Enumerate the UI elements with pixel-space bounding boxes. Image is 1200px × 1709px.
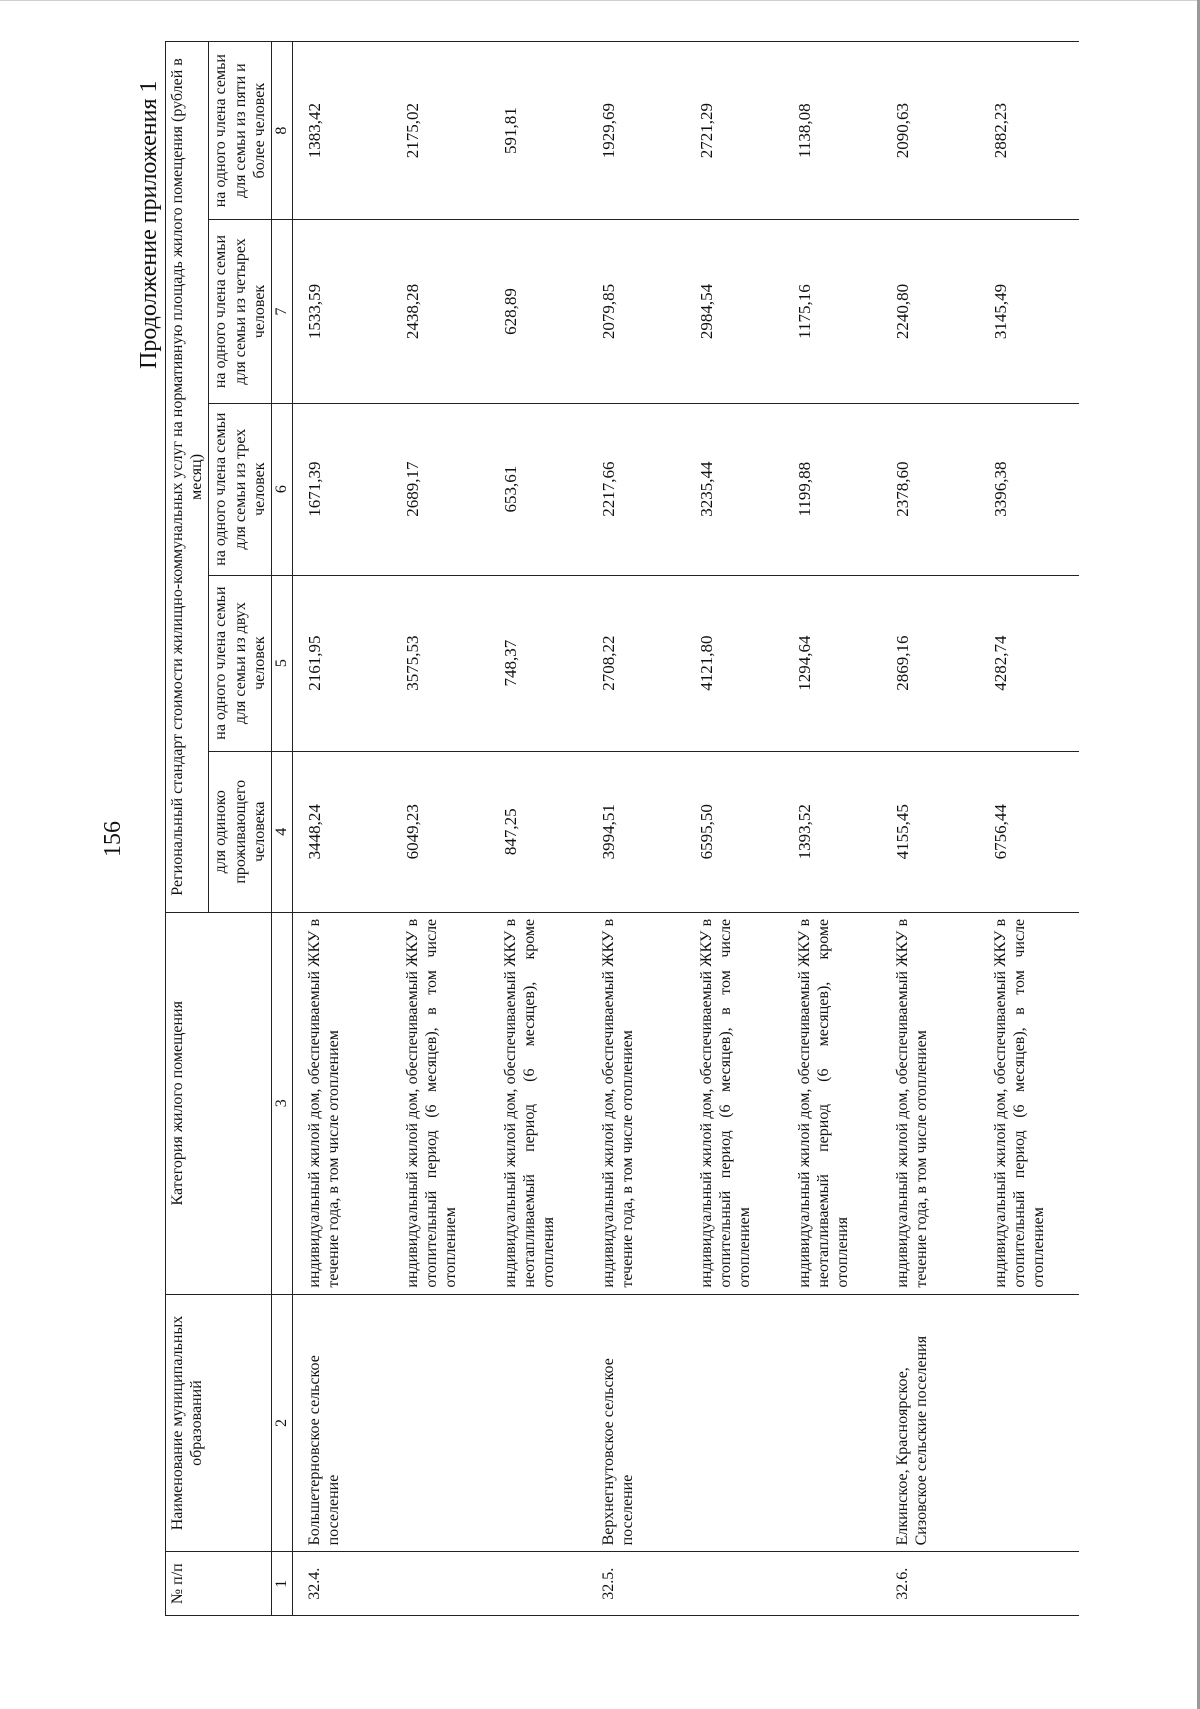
col-number: 3 — [271, 912, 292, 1294]
value-cell: 2175,02 — [393, 42, 491, 220]
value-cell: 2079,85 — [589, 220, 687, 403]
col-number: 2 — [271, 1294, 292, 1552]
value-cell: 3235,44 — [687, 403, 785, 575]
municipality-name: Верхнегнутовское сельское поселение — [589, 1294, 883, 1552]
category-cell: индивидуальный жилой дом, обеспечиваемый ЖКУ в отопительный период (6 месяцев), в том числе отоплением — [981, 912, 1079, 1294]
value-cell: 2161,95 — [292, 575, 393, 751]
value-cell: 3994,51 — [589, 751, 687, 912]
value-cell: 2217,66 — [589, 403, 687, 575]
value-cell: 2689,17 — [393, 403, 491, 575]
table-row — [292, 42, 393, 1616]
header-col6: на одного члена семьи для семьи из трех человек — [209, 403, 272, 575]
value-cell: 2438,28 — [393, 220, 491, 403]
value-cell: 4121,80 — [687, 575, 785, 751]
value-cell: 4282,74 — [981, 575, 1079, 751]
appendix-label: Продолжение приложения 1 — [136, 80, 162, 369]
category-cell: индивидуальный жилой дом, обеспечиваемый ЖКУ в неотапливаемый период (6 месяцев), кроме отопления — [785, 912, 883, 1294]
row-number: 32.4. — [292, 1552, 589, 1616]
value-cell: 4155,45 — [883, 751, 981, 912]
value-cell: 653,61 — [491, 403, 589, 575]
category-cell: индивидуальный жилой дом, обеспечиваемый ЖКУ в отопительный период (6 месяцев), в том числе отоплением — [687, 912, 785, 1294]
municipality-name: Елкинское, Краснoярское, Сизовское сельские поселения — [883, 1294, 1079, 1552]
category-cell: индивидуальный жилой дом, обеспечиваемый ЖКУ в течение года, в том числе отоплением — [292, 912, 393, 1294]
category-cell: индивидуальный жилой дом, обеспечиваемый ЖКУ в неотапливаемый период (6 месяцев), кроме отопления — [491, 912, 589, 1294]
col-number: 1 — [271, 1552, 292, 1616]
row-number: 32.6. — [883, 1552, 1079, 1616]
header-col5: на одного члена семьи для семьи из двух человек — [209, 575, 272, 751]
col-number: 8 — [271, 42, 292, 220]
table-row — [883, 42, 981, 1616]
value-cell: 2708,22 — [589, 575, 687, 751]
tariff-table — [165, 41, 1079, 1616]
header-num: № п/п — [166, 1552, 272, 1616]
value-cell: 2378,60 — [883, 403, 981, 575]
value-cell: 1138,08 — [785, 42, 883, 220]
value-cell: 1199,88 — [785, 403, 883, 575]
value-cell: 2721,29 — [687, 42, 785, 220]
category-cell: индивидуальный жилой дом, обеспечиваемый ЖКУ в течение года, в том числе отоплением — [589, 912, 687, 1294]
value-cell: 6756,44 — [981, 751, 1079, 912]
category-cell: индивидуальный жилой дом, обеспечиваемый ЖКУ в течение года, в том числе отоплением — [883, 912, 981, 1294]
header-group: Региональный стандарт стоимости жилищно-коммунальных услуг на нормативную площадь жилого помещения (рублей в месяц) — [166, 42, 209, 913]
value-cell: 3145,49 — [981, 220, 1079, 403]
col-number: 7 — [271, 220, 292, 403]
value-cell: 3396,38 — [981, 403, 1079, 575]
value-cell: 1929,69 — [589, 42, 687, 220]
value-cell: 2869,16 — [883, 575, 981, 751]
row-number: 32.5. — [589, 1552, 883, 1616]
table-row — [589, 42, 687, 1616]
col-number: 4 — [271, 751, 292, 912]
col-number: 6 — [271, 403, 292, 575]
value-cell: 628,89 — [491, 220, 589, 403]
value-cell: 1294,64 — [785, 575, 883, 751]
value-cell: 1383,42 — [292, 42, 393, 220]
municipality-name: Большетерновское сельское поселение — [292, 1294, 589, 1552]
value-cell: 2882,23 — [981, 42, 1079, 220]
value-cell: 847,25 — [491, 751, 589, 912]
header-col4: для одиноко проживающего человека — [209, 751, 272, 912]
value-cell: 3575,53 — [393, 575, 491, 751]
value-cell: 6595,50 — [687, 751, 785, 912]
page-number: 156 — [100, 821, 126, 857]
value-cell: 6049,23 — [393, 751, 491, 912]
col-number: 5 — [271, 575, 292, 751]
value-cell: 748,37 — [491, 575, 589, 751]
value-cell: 2240,80 — [883, 220, 981, 403]
value-cell: 2984,54 — [687, 220, 785, 403]
value-cell: 591,81 — [491, 42, 589, 220]
value-cell: 2090,63 — [883, 42, 981, 220]
value-cell: 1671,39 — [292, 403, 393, 575]
value-cell: 1175,16 — [785, 220, 883, 403]
category-cell: индивидуальный жилой дом, обеспечиваемый ЖКУ в отопительный период (6 месяцев), в том числе отоплением — [393, 912, 491, 1294]
value-cell: 1393,52 — [785, 751, 883, 912]
header-col7: на одного члена семьи для семьи из четырех человек — [209, 220, 272, 403]
value-cell: 1533,59 — [292, 220, 393, 403]
header-municipality: Наименование муниципальных образований — [166, 1294, 272, 1552]
value-cell: 3448,24 — [292, 751, 393, 912]
header-category: Категория жилого помещения — [166, 912, 272, 1294]
header-col8: на одного члена семьи для семьи из пяти и более человек — [209, 42, 272, 220]
